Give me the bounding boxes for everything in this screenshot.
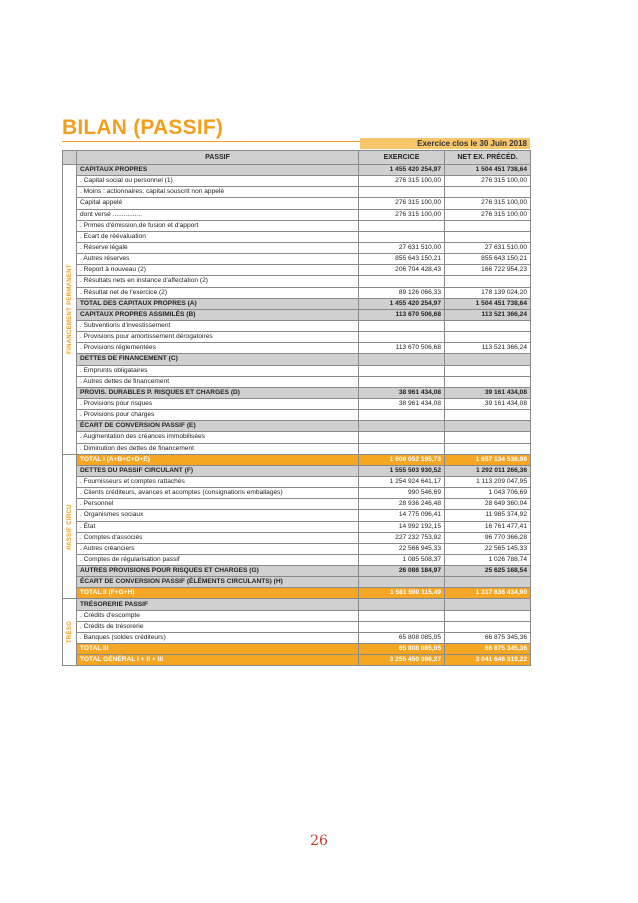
row-label: . Ecart de réévaluation xyxy=(77,231,359,242)
table-row xyxy=(63,543,531,554)
row-precedent-value: 855 643 150,21 xyxy=(445,254,531,265)
row-label: . Résultats nets en instance d'affectation (2) xyxy=(77,276,359,287)
row-label: TOTAL III xyxy=(77,644,359,655)
table-row xyxy=(63,432,531,443)
table-row xyxy=(63,220,531,231)
row-label: TRÉSORERIE PASSIF xyxy=(77,599,359,610)
row-precedent-value xyxy=(445,365,531,376)
row-label: . Diminution des dettes de financement xyxy=(77,443,359,454)
row-exercice-value: 38 961 434,08 xyxy=(359,398,445,409)
row-label: TOTAL GÉNÉRAL I + II + III xyxy=(77,655,359,666)
table-row xyxy=(63,198,531,209)
table-row xyxy=(63,454,531,465)
row-label: . Emprunts obligataires xyxy=(77,365,359,376)
row-label: . Provisions pour risques xyxy=(77,398,359,409)
row-precedent-value xyxy=(445,421,531,432)
row-label: . Personnel xyxy=(77,499,359,510)
row-precedent-value xyxy=(445,621,531,632)
row-exercice-value: 1 581 590 115,49 xyxy=(359,588,445,599)
row-label: . Capital social ou personnel (1) xyxy=(77,176,359,187)
header-passif: PASSIF xyxy=(77,151,359,165)
row-label: . Comptes de régularisation passif xyxy=(77,554,359,565)
row-exercice-value xyxy=(359,443,445,454)
header-net-precedent: NET EX. PRÉCÉD. xyxy=(445,151,531,165)
row-exercice-value: 855 643 150,21 xyxy=(359,254,445,265)
row-label: AUTRES PROVISIONS POUR RISQUES ET CHARGES (G) xyxy=(77,566,359,577)
table-row xyxy=(63,588,531,599)
row-exercice-value: 1 455 420 254,97 xyxy=(359,165,445,176)
table-row xyxy=(63,276,531,287)
row-precedent-value: 39 161 434,08 xyxy=(445,387,531,398)
table-row xyxy=(63,209,531,220)
row-precedent-value xyxy=(445,610,531,621)
table-row xyxy=(63,354,531,365)
table-row xyxy=(63,254,531,265)
row-precedent-value: 276 315 100,00 xyxy=(445,198,531,209)
row-label: . Comptes d'associés xyxy=(77,532,359,543)
table-row xyxy=(63,488,531,499)
row-exercice-value: 1 608 052 195,73 xyxy=(359,454,445,465)
row-exercice-value: 89 126 066,33 xyxy=(359,287,445,298)
table-row xyxy=(63,387,531,398)
table-row xyxy=(63,499,531,510)
table-row xyxy=(63,343,531,354)
row-precedent-value: 27 631 510,00 xyxy=(445,242,531,253)
row-exercice-value: 28 936 246,48 xyxy=(359,499,445,510)
table-row xyxy=(63,298,531,309)
table-row xyxy=(63,309,531,320)
row-label: . Crédits de trésorerie xyxy=(77,621,359,632)
row-label: dont versé ................ xyxy=(77,209,359,220)
band-passif-circulant xyxy=(63,454,77,599)
row-precedent-value: 1 504 451 738,64 xyxy=(445,165,531,176)
row-label: . Autres créanciers xyxy=(77,543,359,554)
row-precedent-value xyxy=(445,332,531,343)
row-exercice-value xyxy=(359,610,445,621)
table-row xyxy=(63,577,531,588)
row-exercice-value: 113 670 506,68 xyxy=(359,309,445,320)
table-row xyxy=(63,621,531,632)
row-exercice-value xyxy=(359,220,445,231)
row-exercice-value: 276 315 100,00 xyxy=(359,198,445,209)
row-exercice-value: 1 555 503 930,52 xyxy=(359,465,445,476)
row-exercice-value xyxy=(359,621,445,632)
row-exercice-value: 113 670 506,68 xyxy=(359,343,445,354)
row-precedent-value: 16 761 477,41 xyxy=(445,521,531,532)
row-label: TOTAL II (F+G+H) xyxy=(77,588,359,599)
row-precedent-value: 1 657 134 538,96 xyxy=(445,454,531,465)
row-label: . Report à nouveau (2) xyxy=(77,265,359,276)
row-label: . Provisions pour charges xyxy=(77,410,359,421)
table-row xyxy=(63,176,531,187)
row-precedent-value xyxy=(445,432,531,443)
row-label: DETTES DU PASSIF CIRCULANT (F) xyxy=(77,465,359,476)
row-precedent-value: 66 875 345,36 xyxy=(445,632,531,643)
row-exercice-value: 65 808 085,05 xyxy=(359,632,445,643)
row-precedent-value: 25 625 168,54 xyxy=(445,566,531,577)
row-exercice-value xyxy=(359,231,445,242)
row-label: ÉCART DE CONVERSION PASSIF (ÉLÉMENTS CIRCULANTS) (H) xyxy=(77,577,359,588)
header-band-spacer xyxy=(63,151,77,165)
row-exercice-value: 14 775 096,41 xyxy=(359,510,445,521)
row-precedent-value xyxy=(445,577,531,588)
row-precedent-value: 1 317 636 434,90 xyxy=(445,588,531,599)
row-exercice-value xyxy=(359,421,445,432)
row-exercice-value: 14 992 192,15 xyxy=(359,521,445,532)
row-label: Capital appelé xyxy=(77,198,359,209)
table-row xyxy=(63,644,531,655)
row-label: . Réserve légale xyxy=(77,242,359,253)
row-exercice-value: 276 315 100,00 xyxy=(359,176,445,187)
row-label: DETTES DE FINANCEMENT (C) xyxy=(77,354,359,365)
table-row xyxy=(63,187,531,198)
row-label: TOTAL DES CAPITAUX PROPRES (A) xyxy=(77,298,359,309)
table-row xyxy=(63,610,531,621)
row-precedent-value: 1 043 706,69 xyxy=(445,488,531,499)
row-exercice-value: 1 085 508,37 xyxy=(359,554,445,565)
table-row xyxy=(63,421,531,432)
row-label: . Autres dettes de financement xyxy=(77,376,359,387)
row-precedent-value: 1 113 209 047,95 xyxy=(445,476,531,487)
table-row xyxy=(63,365,531,376)
table-row xyxy=(63,465,531,476)
row-label: . Provisions réglementées xyxy=(77,343,359,354)
table-row xyxy=(63,165,531,176)
row-precedent-value xyxy=(445,410,531,421)
row-label: ÉCART DE CONVERSION PASSIF (E) xyxy=(77,421,359,432)
row-precedent-value: 113 521 366,24 xyxy=(445,309,531,320)
row-precedent-value: 178 139 024,20 xyxy=(445,287,531,298)
row-exercice-value: 22 566 945,33 xyxy=(359,543,445,554)
row-precedent-value: 22 565 145,33 xyxy=(445,543,531,554)
row-label: . Augmentation des créances immobilisées xyxy=(77,432,359,443)
row-label: . Fournisseurs et comptes rattachés xyxy=(77,476,359,487)
row-exercice-value: 206 704 428,43 xyxy=(359,265,445,276)
row-precedent-value: 39 161 434,08 xyxy=(445,398,531,409)
row-precedent-value: 66 875 345,36 xyxy=(445,644,531,655)
row-precedent-value xyxy=(445,599,531,610)
row-label: . Provisions pour amortissement dérogatoires xyxy=(77,332,359,343)
row-exercice-value: 990 546,69 xyxy=(359,488,445,499)
row-label: . État xyxy=(77,521,359,532)
row-precedent-value xyxy=(445,220,531,231)
row-precedent-value: 1 026 788,74 xyxy=(445,554,531,565)
row-label: . Primes d'émission,de fusion et d'apport xyxy=(77,220,359,231)
row-label: PROVIS. DURABLES P. RISQUES ET CHARGES (D) xyxy=(77,387,359,398)
table-row xyxy=(63,632,531,643)
table-row xyxy=(63,398,531,409)
row-exercice-value: 38 961 434,08 xyxy=(359,387,445,398)
row-precedent-value: 1 504 451 738,64 xyxy=(445,298,531,309)
row-precedent-value: 11 985 374,92 xyxy=(445,510,531,521)
row-exercice-value xyxy=(359,320,445,331)
row-exercice-value: 65 808 085,05 xyxy=(359,644,445,655)
table-row xyxy=(63,510,531,521)
table-header-row xyxy=(63,151,531,165)
row-exercice-value xyxy=(359,599,445,610)
row-precedent-value: 1 292 011 266,36 xyxy=(445,465,531,476)
row-label: CAPITAUX PROPRES xyxy=(77,165,359,176)
row-exercice-value xyxy=(359,432,445,443)
table-row xyxy=(63,566,531,577)
row-label: . Moins : actionnaires, capital souscrit non appelé xyxy=(77,187,359,198)
row-exercice-value xyxy=(359,376,445,387)
row-precedent-value: 28 649 360,04 xyxy=(445,499,531,510)
row-precedent-value: 96 770 366,28 xyxy=(445,532,531,543)
row-precedent-value xyxy=(445,276,531,287)
table-row xyxy=(63,287,531,298)
table-row xyxy=(63,554,531,565)
row-exercice-value xyxy=(359,410,445,421)
band-label: FINANCEMENT PERMANENT xyxy=(66,264,73,355)
row-exercice-value: 3 255 450 396,27 xyxy=(359,655,445,666)
table-row xyxy=(63,476,531,487)
row-exercice-value xyxy=(359,577,445,588)
row-precedent-value: 113 521 366,24 xyxy=(445,343,531,354)
row-precedent-value: 3 041 646 319,22 xyxy=(445,655,531,666)
row-exercice-value xyxy=(359,332,445,343)
row-precedent-value xyxy=(445,376,531,387)
balance-sheet-table xyxy=(62,150,531,666)
page-number: 26 xyxy=(310,833,328,849)
row-label: . Clients créditeurs, avances et acomptes (consignations emballages) xyxy=(77,488,359,499)
row-exercice-value xyxy=(359,354,445,365)
row-precedent-value xyxy=(445,320,531,331)
row-exercice-value: 227 232 753,92 xyxy=(359,532,445,543)
row-precedent-value xyxy=(445,231,531,242)
table-row xyxy=(63,655,531,666)
row-label: . Résultat net de l'exercice (2) xyxy=(77,287,359,298)
band-tresorerie xyxy=(63,599,77,666)
row-exercice-value: 276 315 100,00 xyxy=(359,209,445,220)
table-row xyxy=(63,242,531,253)
table-row xyxy=(63,521,531,532)
row-precedent-value xyxy=(445,443,531,454)
row-precedent-value: 276 315 100,00 xyxy=(445,209,531,220)
row-label: CAPITAUX PROPRES ASSIMILÉS (B) xyxy=(77,309,359,320)
table-row xyxy=(63,231,531,242)
row-precedent-value: 276 315 100,00 xyxy=(445,176,531,187)
row-precedent-value: 166 722 954,23 xyxy=(445,265,531,276)
row-exercice-value: 1 254 924 641,17 xyxy=(359,476,445,487)
row-exercice-value: 27 631 510,00 xyxy=(359,242,445,253)
band-financement-permanent xyxy=(63,165,77,455)
table-row xyxy=(63,532,531,543)
row-label: . Autres réserves xyxy=(77,254,359,265)
header-exercice: EXERCICE xyxy=(359,151,445,165)
row-label: . Subventions d'investissement xyxy=(77,320,359,331)
exercise-label: Exercice clos le 30 Juin 2018 xyxy=(360,138,530,149)
table-row xyxy=(63,376,531,387)
table-row xyxy=(63,410,531,421)
row-exercice-value: 26 086 184,97 xyxy=(359,566,445,577)
row-label: . Banques (soldes créditeurs) xyxy=(77,632,359,643)
row-label: TOTAL I (A+B+C+D+E) xyxy=(77,454,359,465)
row-exercice-value: 1 455 420 254,97 xyxy=(359,298,445,309)
table-row xyxy=(63,265,531,276)
row-precedent-value xyxy=(445,354,531,365)
row-label: . Organismes sociaux xyxy=(77,510,359,521)
table-row xyxy=(63,599,531,610)
row-exercice-value xyxy=(359,276,445,287)
band-label: TRÉSO xyxy=(66,621,73,644)
page-title: BILAN (PASSIF) xyxy=(62,116,224,139)
row-label: . Crédits d'escompte xyxy=(77,610,359,621)
table-row xyxy=(63,443,531,454)
table-row xyxy=(63,332,531,343)
band-label: PASSIF CIRCU xyxy=(66,503,73,550)
row-exercice-value xyxy=(359,187,445,198)
row-precedent-value xyxy=(445,187,531,198)
table-row xyxy=(63,320,531,331)
row-exercice-value xyxy=(359,365,445,376)
